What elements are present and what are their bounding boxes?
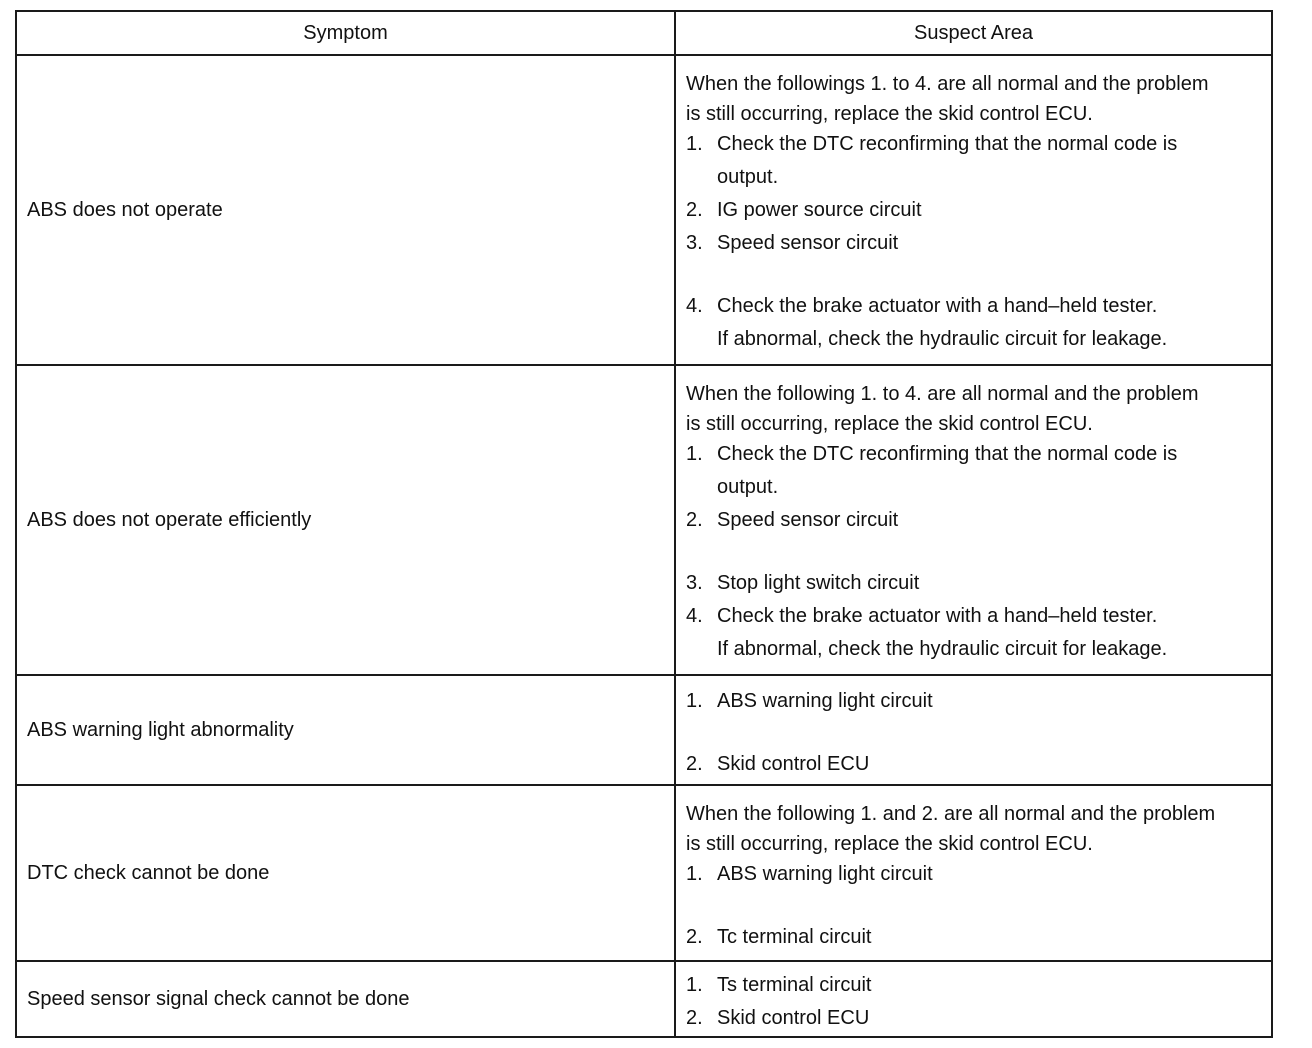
- item-number: 1.: [686, 443, 703, 465]
- symptom-cell: ABS warning light abnormality: [17, 676, 676, 784]
- symptom-table: [15, 10, 1273, 1038]
- list-item: [686, 922, 1261, 952]
- list-item: [686, 970, 1261, 1000]
- item-text: IG power source circuit: [717, 199, 922, 221]
- item-text: ABS warning light circuit: [717, 863, 933, 885]
- list-item: [686, 129, 1261, 159]
- table-row: [17, 54, 1271, 364]
- list-item: [686, 749, 1261, 779]
- list-item: [686, 686, 1261, 716]
- header-symptom: Symptom: [17, 12, 676, 54]
- table-row: [17, 674, 1271, 784]
- item-text-continued: If abnormal, check the hydraulic circuit for leakage.: [717, 638, 1168, 660]
- list-item: [686, 568, 1261, 598]
- item-number: 1.: [686, 974, 703, 996]
- symptom-cell: ABS does not operate: [17, 56, 676, 364]
- header-suspect-area: Suspect Area: [914, 22, 1033, 44]
- list-item: [686, 439, 1261, 469]
- note-line: is still occurring, replace the skid control ECU.: [686, 833, 1093, 855]
- suspect-area-cell: [676, 366, 1271, 674]
- item-text-continued: If abnormal, check the hydraulic circuit for leakage.: [717, 328, 1168, 350]
- list-item: [686, 291, 1261, 321]
- list-item: [686, 195, 1261, 225]
- item-text-continued: output.: [717, 476, 779, 498]
- item-text: Check the DTC reconfirming that the normal code is: [717, 443, 1178, 465]
- item-number: 3.: [686, 232, 703, 254]
- item-text: Speed sensor circuit: [717, 509, 899, 531]
- item-number: 2.: [686, 1007, 703, 1029]
- note-line: is still occurring, replace the skid control ECU.: [686, 413, 1093, 435]
- table-row: [17, 960, 1271, 1036]
- table-row: [17, 784, 1271, 960]
- list-item: [686, 859, 1261, 889]
- item-text: Ts terminal circuit: [717, 974, 872, 996]
- item-number: 4.: [686, 605, 703, 627]
- list-item: [686, 228, 1261, 258]
- item-number: 2.: [686, 199, 703, 221]
- item-number: 2.: [686, 753, 703, 775]
- note-line: When the followings 1. to 4. are all normal and the problem: [686, 73, 1209, 95]
- item-number: 2.: [686, 509, 703, 531]
- item-number: 4.: [686, 295, 703, 317]
- item-text: Check the brake actuator with a hand–held tester.: [717, 605, 1158, 627]
- suspect-area-cell: [676, 786, 1271, 960]
- item-text: Check the DTC reconfirming that the normal code is: [717, 133, 1178, 155]
- suspect-area-cell: [676, 56, 1271, 364]
- item-number: 1.: [686, 133, 703, 155]
- item-number: 1.: [686, 863, 703, 885]
- item-text-continued: output.: [717, 166, 779, 188]
- item-text: Tc terminal circuit: [717, 926, 872, 948]
- table-row: [17, 364, 1271, 674]
- item-text: Skid control ECU: [717, 753, 870, 775]
- symptom-cell: DTC check cannot be done: [17, 786, 676, 960]
- list-item: [686, 601, 1261, 631]
- list-item: [686, 1003, 1261, 1033]
- item-text: Skid control ECU: [717, 1007, 870, 1029]
- suspect-area-cell: [676, 962, 1271, 1036]
- item-text: Stop light switch circuit: [717, 572, 920, 594]
- note-line: is still occurring, replace the skid control ECU.: [686, 103, 1093, 125]
- item-number: 3.: [686, 572, 703, 594]
- suspect-area-cell: [676, 676, 1271, 784]
- table-header-row: [17, 12, 1271, 54]
- item-text: Speed sensor circuit: [717, 232, 899, 254]
- item-number: 2.: [686, 926, 703, 948]
- item-number: 1.: [686, 690, 703, 712]
- symptom-cell: Speed sensor signal check cannot be done: [17, 962, 676, 1036]
- note-line: When the following 1. to 4. are all normal and the problem: [686, 383, 1199, 405]
- note-line: When the following 1. and 2. are all normal and the problem: [686, 803, 1216, 825]
- symptom-cell: ABS does not operate efficiently: [17, 366, 676, 674]
- item-text: Check the brake actuator with a hand–held tester.: [717, 295, 1158, 317]
- item-text: ABS warning light circuit: [717, 690, 933, 712]
- list-item: [686, 505, 1261, 535]
